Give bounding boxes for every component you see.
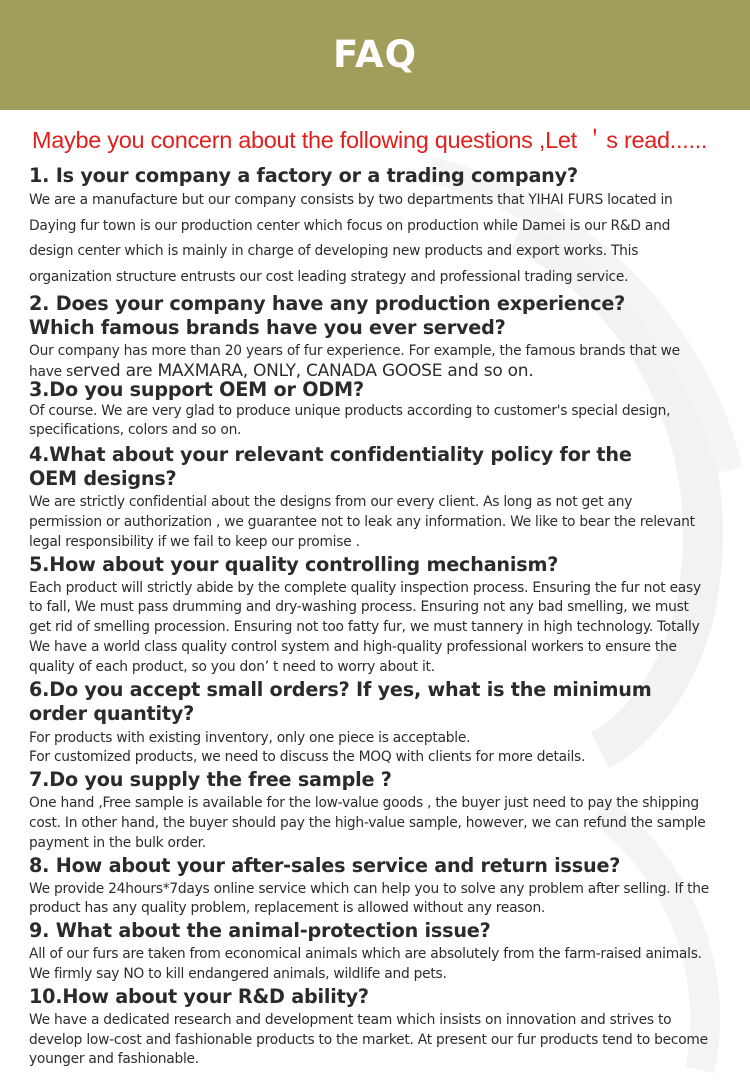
faq-question: 6.Do you accept small orders? If yes, what is the minimum order quantity? bbox=[29, 677, 652, 725]
faq-item-1 bbox=[29, 164, 709, 290]
faq-answer: Each product will strictly abide by the complete quality inspection process. Ensuring the fur not easy to fall, We must pass drumming and dry-washing process. Ensuring not any bad smelling, we must get rid of smelling procession. Ensuring not too fatty fur, we must tannery in high technology. Totally We have a world class quality control system and high-quality professional workers to ensure the quality of each product, so you don’ t need to worry about it. bbox=[29, 579, 701, 675]
faq-answer bbox=[29, 342, 709, 383]
faq-item-10 bbox=[29, 985, 709, 1070]
faq-item-6 bbox=[29, 678, 709, 769]
intro-text: Maybe you concern about the following questions ,Let ＇s read...... bbox=[32, 127, 708, 153]
faq-question: 8. How about your after-sales service and return issue? bbox=[29, 853, 621, 877]
faq-question: 1. Is your company a factory or a trading company? bbox=[29, 164, 578, 187]
faq-answer-text: Our company has more than 20 years of fur experience. For example, the famous brands that we have s bbox=[29, 343, 680, 380]
faq-question: 5.How about your quality controlling mechanism? bbox=[29, 552, 559, 576]
faq-item-5 bbox=[29, 553, 709, 678]
faq-item-2 bbox=[29, 292, 709, 383]
faq-answer: We have a dedicated research and development team which insists on innovation and strives to develop low-cost and fashionable products to the market. At present our fur products tend to become younger and fashionable. bbox=[29, 1011, 708, 1068]
faq-answer-line: For products with existing inventory, only one piece is acceptable. bbox=[29, 729, 471, 746]
faq-item-3 bbox=[29, 378, 709, 442]
faq-answer: One hand ,Free sample is available for the low-value goods , the buyer just need to pay the shipping cost. In other hand, the buyer should pay the high-value sample, however, we can refund the sample payment in the bulk order. bbox=[29, 795, 706, 851]
faq-question: 10.How about your R&D ability? bbox=[29, 984, 369, 1008]
faq-answer: We provide 24hours*7days online service which can help you to solve any problem after selling. If the product has any quality problem, replacement is allowed without any reason. bbox=[29, 880, 709, 917]
page-title: FAQ bbox=[332, 32, 418, 76]
faq-answer-line: For customized products, we need to discuss the MOQ with clients for more details. bbox=[29, 749, 586, 766]
faq-item-8 bbox=[29, 854, 709, 920]
faq-question: 7.Do you supply the free sample ? bbox=[29, 768, 392, 792]
faq-list bbox=[0, 164, 709, 1070]
faq-question: 2. Does your company have any production experience? Which famous brands have you ever served? bbox=[29, 292, 626, 339]
faq-question: 9. What about the animal-protection issue? bbox=[29, 919, 491, 943]
faq-item-7 bbox=[29, 768, 709, 853]
faq-question: 3.Do you support OEM or ODM? bbox=[29, 377, 364, 401]
faq-answer: We are strictly confidential about the designs from our every client. As long as not get any permission or authorization , we guarantee not to leak any information. We like to bear the relevant legal responsibility if we fail to keep our promise . bbox=[29, 494, 695, 550]
faq-item-9 bbox=[29, 919, 709, 985]
faq-answer: All of our furs are taken from economical animals which are absolutely from the farm-raised animals. We firmly say NO to kill endangered animals, wildlife and pets. bbox=[29, 946, 702, 982]
faq-question: 4.What about your relevant confidentiality policy for the OEM designs? bbox=[29, 443, 632, 491]
faq-answer: We are a manufacture but our company consists by two departments that YIHAI FURS located in Daying fur town is our production center which focus on production while Damei is our R&D and design center which is mainly in charge of developing new products and export works. This organization structure entrusts our cost leading strategy and professional trading service. bbox=[29, 192, 673, 285]
faq-header bbox=[0, 0, 750, 110]
faq-answer: Of course. We are very glad to produce unique products according to customer's special design, specifications, colors and so on. bbox=[29, 402, 671, 439]
faq-answer-tail: erved are MAXMARA, ONLY, CANADA GOOSE and so on. bbox=[72, 360, 534, 381]
faq-item-4 bbox=[29, 443, 709, 552]
faq-answer bbox=[29, 729, 709, 769]
